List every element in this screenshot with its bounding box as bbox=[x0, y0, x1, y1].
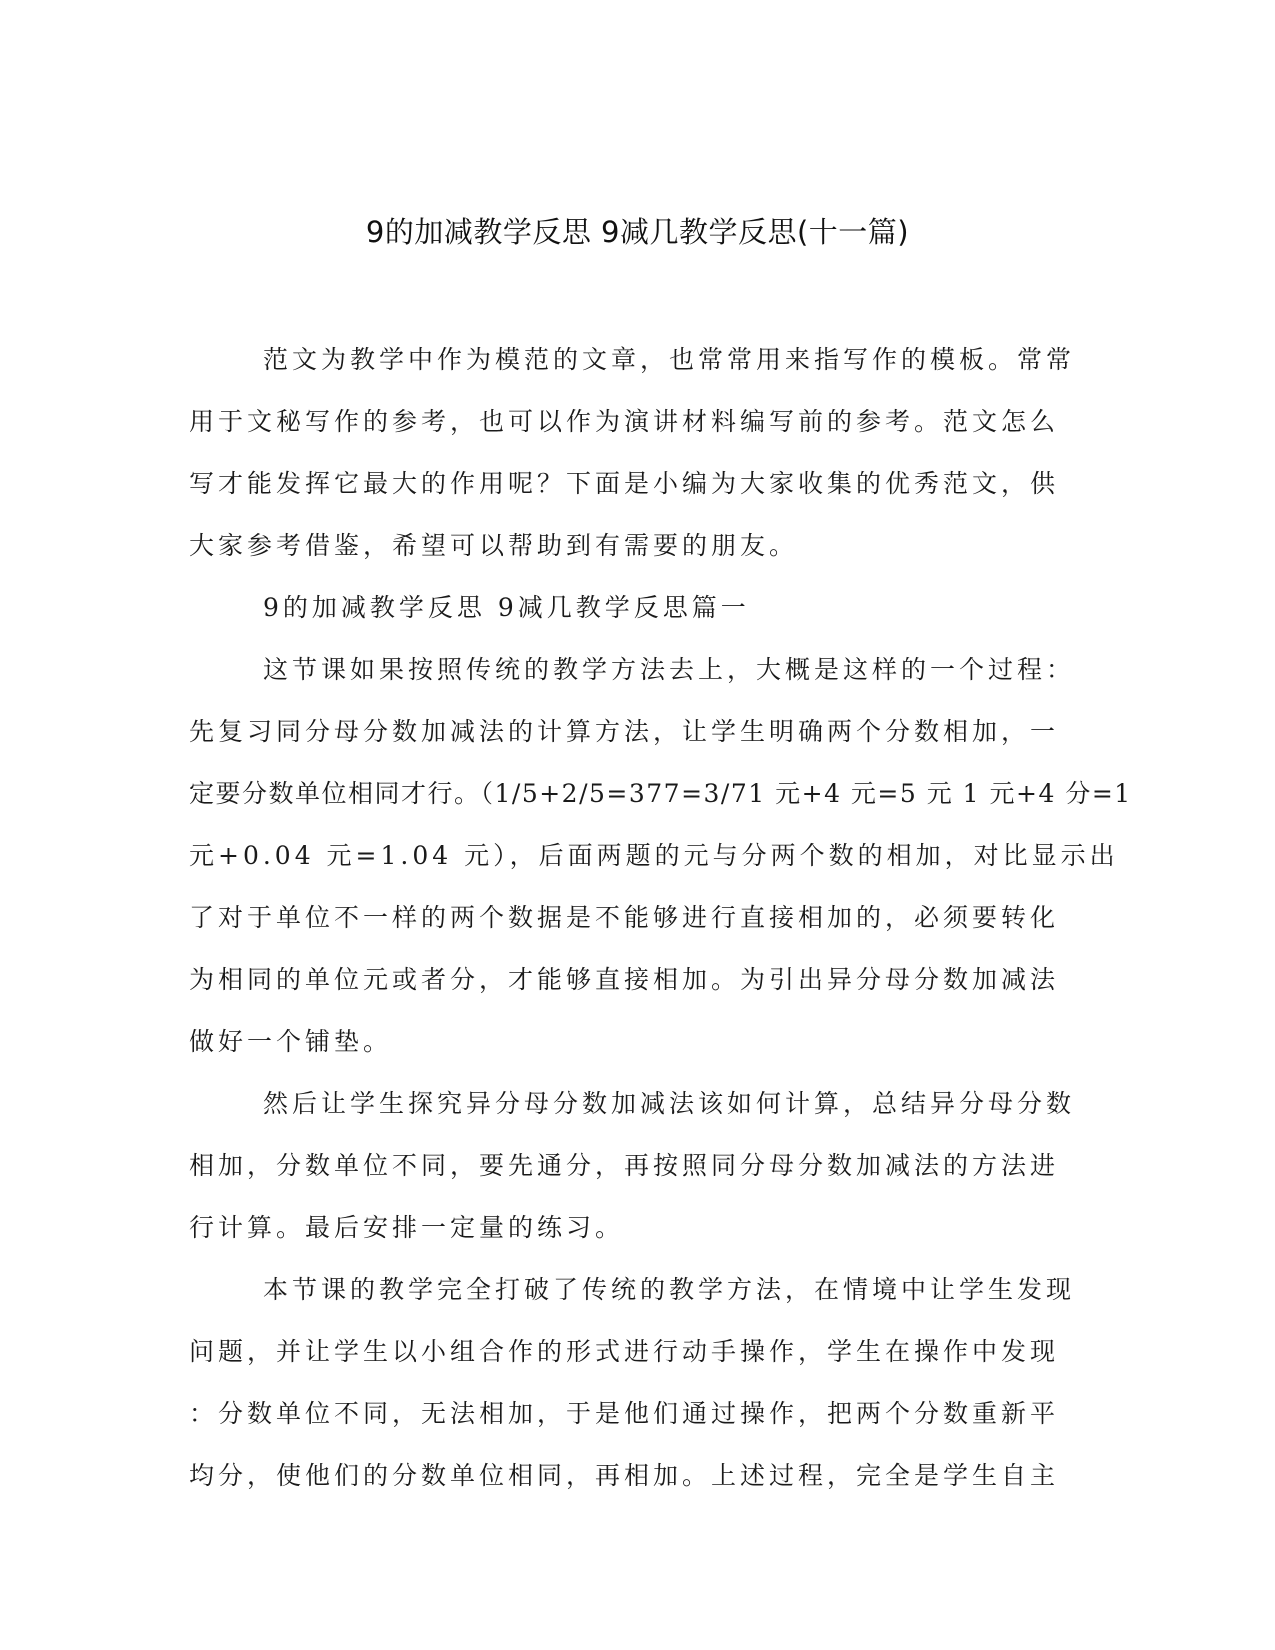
paragraph-line: 定要分数单位相同才行。（1/5+2/5=377=3/71 元+4 元=5 元 1 元+4 分=1 bbox=[189, 779, 1132, 808]
paragraph-line: 范文为教学中作为模范的文章，也常常用来指写作的模板。常常 bbox=[263, 345, 1076, 374]
document-body bbox=[189, 329, 1132, 1507]
paragraph-line: 问题，并让学生以小组合作的形式进行动手操作，学生在操作中发现 bbox=[189, 1337, 1060, 1366]
paragraph-line: 本节课的教学完全打破了传统的教学方法，在情境中让学生发现 bbox=[263, 1275, 1076, 1304]
paragraph-line: ：分数单位不同，无法相加，于是他们通过操作，把两个分数重新平 bbox=[189, 1399, 1060, 1428]
paragraph-line: 做好一个铺垫。 bbox=[189, 1027, 393, 1056]
paragraph-line: 元+0.04 元=1.04 元），后面两题的元与分两个数的相加，对比显示出 bbox=[189, 841, 1119, 870]
paragraph-line: 先复习同分母分数加减法的计算方法，让学生明确两个分数相加，一 bbox=[189, 717, 1060, 746]
paragraph-line: 行计算。最后安排一定量的练习。 bbox=[189, 1213, 625, 1242]
document-title: 9的加减教学反思 9减几教学反思(十一篇) bbox=[365, 215, 910, 249]
paragraph-line: 写才能发挥它最大的作用呢？下面是小编为大家收集的优秀范文，供 bbox=[189, 469, 1060, 498]
paragraph-line: 了对于单位不一样的两个数据是不能够进行直接相加的，必须要转化 bbox=[189, 903, 1060, 932]
section-heading: 9的加减教学反思 9减几教学反思篇一 bbox=[263, 593, 750, 622]
paragraph-line: 然后让学生探究异分母分数加减法该如何计算，总结异分母分数 bbox=[263, 1089, 1076, 1118]
paragraph-line: 相加，分数单位不同，要先通分，再按照同分母分数加减法的方法进 bbox=[189, 1151, 1060, 1180]
paragraph-line: 用于文秘写作的参考，也可以作为演讲材料编写前的参考。范文怎么 bbox=[189, 407, 1060, 436]
paragraph-line: 均分，使他们的分数单位相同，再相加。上述过程，完全是学生自主 bbox=[189, 1461, 1060, 1490]
paragraph-line: 这节课如果按照传统的教学方法去上，大概是这样的一个过程： bbox=[263, 655, 1076, 684]
paragraph-line: 为相同的单位元或者分，才能够直接相加。为引出异分母分数加减法 bbox=[189, 965, 1060, 994]
paragraph-line: 大家参考借鉴，希望可以帮助到有需要的朋友。 bbox=[189, 531, 799, 560]
